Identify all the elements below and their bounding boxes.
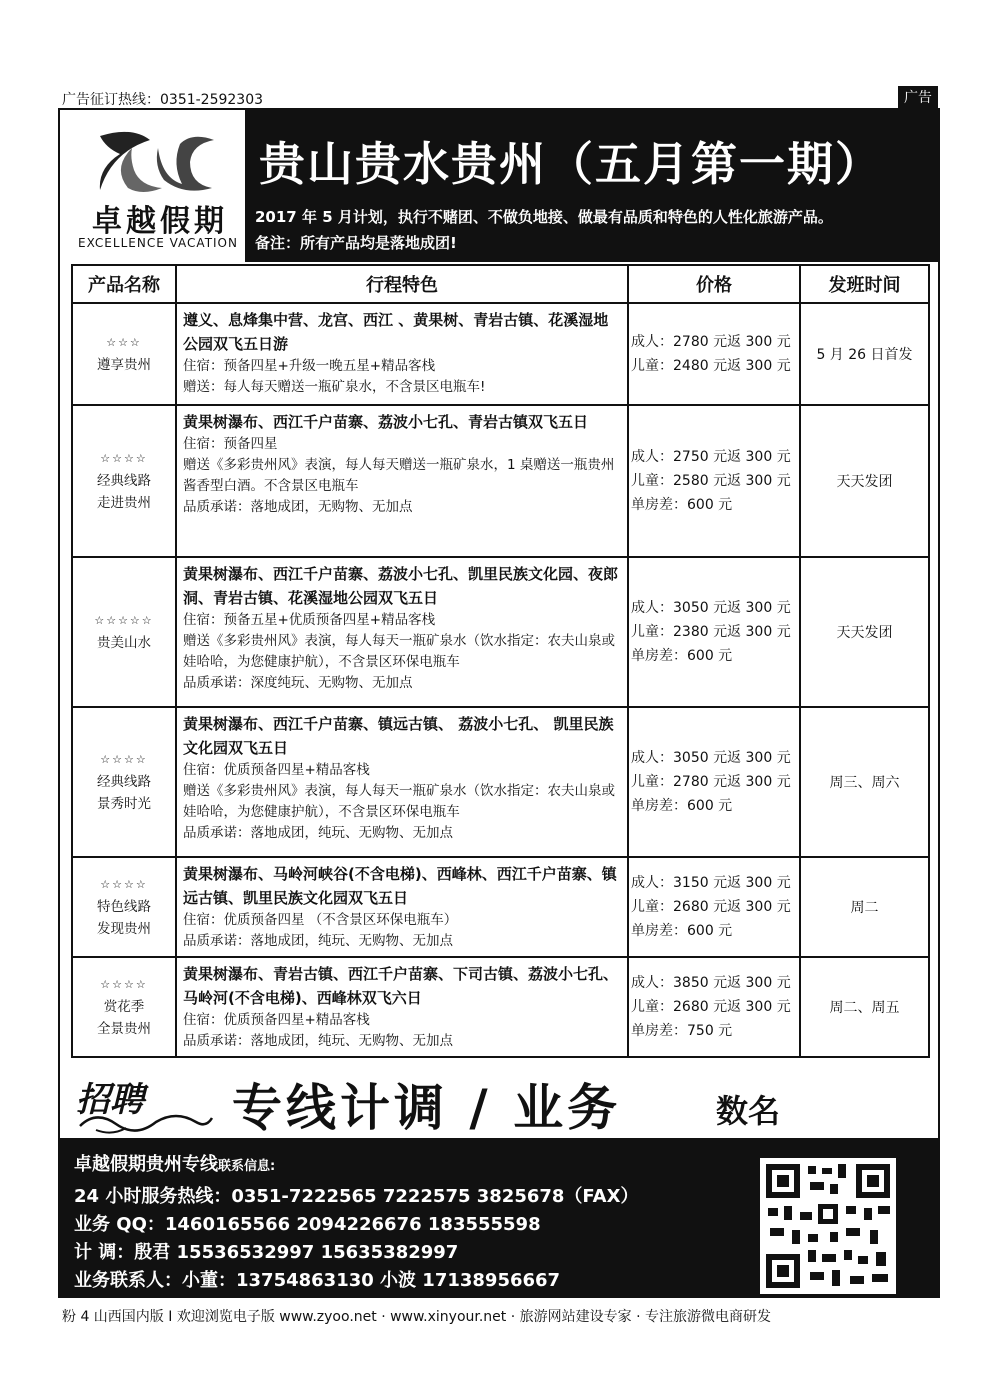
- page-title: 贵山贵水贵州（五月第一期）: [259, 137, 883, 191]
- header-itinerary: 行程特色: [176, 265, 628, 303]
- price-line: 成人：2750 元返 300 元: [631, 449, 791, 465]
- detail: 品质承诺：落地成团，无购物、无加点: [183, 499, 413, 515]
- price-cell: [628, 957, 800, 1057]
- product-subname: 发现贵州: [97, 921, 151, 937]
- contact-panel: [60, 1138, 938, 1296]
- table-row: [72, 957, 929, 1057]
- contact-title-small: 联系信息:: [218, 1159, 276, 1174]
- detail: 品质承诺：落地成团，纯玩、无购物、无加点: [183, 1033, 453, 1049]
- route: 黄果树瀑布、西江千户苗寨、荔波小七孔、青岩古镇双飞五日: [183, 413, 589, 431]
- price-line: 儿童：2680 元返 300 元: [631, 899, 791, 915]
- price-cell: [628, 857, 800, 957]
- detail: 住宿：优质预备四星+精品客栈: [183, 1012, 370, 1028]
- recruit-label: 招聘: [76, 1080, 144, 1120]
- departure-cell: 天天发团: [800, 405, 929, 557]
- contact-sales: 业务联系人：小董：13754863130 小波 17138956667: [74, 1270, 561, 1291]
- contact-title-main: 卓越假期贵州专线: [74, 1154, 218, 1175]
- price-line: 儿童：2380 元返 300 元: [631, 624, 791, 640]
- price-line: 单房差：600 元: [631, 648, 733, 664]
- table-row: [72, 303, 929, 405]
- table-row: [72, 405, 929, 557]
- price-cell: [628, 707, 800, 857]
- contact-hotline: 24 小时服务热线：0351-7222565 7222575 3825678（FAX）: [74, 1186, 639, 1207]
- price-line: 成人：3050 元返 300 元: [631, 600, 791, 616]
- itinerary-cell: [176, 557, 628, 707]
- recruit-positions: 专线计调 / 业务: [232, 1079, 622, 1137]
- ornament-swirl-icon: [76, 1108, 216, 1138]
- detail: 品质承诺：落地成团，纯玩、无购物、无加点: [183, 825, 453, 841]
- contact-title: [74, 1150, 275, 1176]
- header-departure: 发班时间: [800, 265, 929, 303]
- product-name: 赏花季: [103, 999, 145, 1015]
- product-subname: 全景贵州: [97, 1021, 151, 1037]
- price-line: 儿童：2780 元返 300 元: [631, 774, 791, 790]
- header-price: 价格: [628, 265, 800, 303]
- table-row: [72, 707, 929, 857]
- product-name: 贵美山水: [97, 635, 151, 651]
- detail: 赠送：每人每天赠送一瓶矿泉水，不含景区电瓶车!: [183, 379, 486, 395]
- detail: 赠送《多彩贵州风》表演，每人每天一瓶矿泉水（饮水指定：农夫山泉或娃哈哈，为您健康护航），不含景区环保电瓶车: [183, 633, 615, 670]
- table-row: [72, 857, 929, 957]
- header-product-name: 产品名称: [72, 265, 176, 303]
- title-banner: [245, 110, 938, 262]
- product-name: 特色线路: [97, 899, 151, 915]
- departure-cell: 天天发团: [800, 557, 929, 707]
- price-line: 儿童：2580 元返 300 元: [631, 473, 791, 489]
- route: 黄果树瀑布、青岩古镇、西江千户苗寨、下司古镇、荔波小七孔、马岭河(不含电梯)、西峰林双飞六日: [183, 965, 619, 1007]
- banner-subtitle-1: 2017 年 5 月计划，执行不赌团、不做负地接、做最有品质和特色的人性化旅游产品。: [255, 208, 833, 226]
- detail: 住宿：预备四星: [183, 436, 278, 452]
- itinerary-cell: [176, 405, 628, 557]
- ad-tag: 广告: [898, 86, 938, 108]
- star-rating-icon: ☆☆☆: [106, 336, 142, 349]
- detail: 赠送《多彩贵州风》表演，每人每天赠送一瓶矿泉水，1 桌赠送一瓶贵州酱香型白酒。不含景区电瓶车: [183, 457, 615, 494]
- itinerary-cell: [176, 957, 628, 1057]
- product-name-cell: [72, 957, 176, 1057]
- departure-cell: 周三、周六: [800, 707, 929, 857]
- product-name-cell: [72, 707, 176, 857]
- logo-name-en: EXCELLENCE VACATION: [78, 236, 238, 250]
- price-line: 成人：3150 元返 300 元: [631, 875, 791, 891]
- product-subname: 景秀时光: [97, 796, 151, 812]
- price-line: 单房差：600 元: [631, 923, 733, 939]
- itinerary-cell: [176, 857, 628, 957]
- table-row: [72, 557, 929, 707]
- star-rating-icon: ☆☆☆☆☆: [94, 614, 154, 627]
- price-line: 成人：2780 元返 300 元: [631, 334, 791, 350]
- product-name-cell: [72, 557, 176, 707]
- product-name-cell: [72, 303, 176, 405]
- star-rating-icon: ☆☆☆☆: [100, 753, 148, 766]
- contact-planner: 计 调：殷君 15536532997 15635382997: [74, 1242, 459, 1263]
- ad-hotline: 广告征订热线：0351-2592303: [62, 92, 264, 108]
- route: 黄果树瀑布、西江千户苗寨、镇远古镇、 荔波小七孔、 凯里民族文化园双飞五日: [183, 715, 614, 757]
- route: 遵义、息烽集中营、龙宫、西江 、黄果树、青岩古镇、花溪湿地公园双飞五日游: [183, 311, 609, 353]
- detail: 住宿：预备四星+升级一晚五星+精品客栈: [183, 358, 436, 374]
- product-name-cell: [72, 405, 176, 557]
- itinerary-cell: [176, 707, 628, 857]
- price-line: 儿童：2480 元返 300 元: [631, 358, 791, 374]
- table-header-row: [72, 265, 929, 303]
- price-cell: [628, 303, 800, 405]
- star-rating-icon: ☆☆☆☆: [100, 878, 148, 891]
- star-rating-icon: ☆☆☆☆: [100, 452, 148, 465]
- price-cell: [628, 405, 800, 557]
- departure-cell: 5 月 26 日首发: [800, 303, 929, 405]
- price-line: 单房差：600 元: [631, 798, 733, 814]
- banner-subtitle-2: 备注：所有产品均是落地成团!: [255, 234, 457, 252]
- recruit-count: 数名: [716, 1092, 781, 1130]
- product-subname: 走进贵州: [97, 495, 151, 511]
- star-rating-icon: ☆☆☆☆: [100, 978, 148, 991]
- product-name-cell: [72, 857, 176, 957]
- contact-qq: 业务 QQ：1460165566 2094226676 183555598: [74, 1214, 541, 1235]
- detail: 住宿：预备五星+优质预备四星+精品客栈: [183, 612, 436, 628]
- detail: 住宿：优质预备四星+精品客栈: [183, 762, 370, 778]
- itinerary-cell: [176, 303, 628, 405]
- price-line: 儿童：2680 元返 300 元: [631, 999, 791, 1015]
- qr-code-icon: [760, 1158, 896, 1294]
- price-line: 成人：3850 元返 300 元: [631, 975, 791, 991]
- price-line: 成人：3050 元返 300 元: [631, 750, 791, 766]
- product-table: [71, 264, 930, 1058]
- logo-name-cn: 卓越假期: [92, 204, 228, 239]
- detail: 品质承诺：深度纯玩、无购物、无加点: [183, 675, 413, 691]
- price-line: 单房差：750 元: [631, 1023, 733, 1039]
- product-name: 遵享贵州: [97, 357, 151, 373]
- detail: 品质承诺：落地成团，纯玩、无购物、无加点: [183, 933, 453, 949]
- departure-cell: 周二、周五: [800, 957, 929, 1057]
- detail: 赠送《多彩贵州风》表演，每人每天一瓶矿泉水（饮水指定：农夫山泉或娃哈哈，为您健康护航），不含景区环保电瓶车: [183, 783, 615, 820]
- route: 黄果树瀑布、马岭河峡谷(不含电梯)、西峰林、西江千户苗寨、镇远古镇、凯里民族文化园双飞五日: [183, 865, 617, 907]
- price-cell: [628, 557, 800, 707]
- product-name: 经典线路: [97, 774, 151, 790]
- product-name: 经典线路: [97, 473, 151, 489]
- route: 黄果树瀑布、西江千户苗寨、荔波小七孔、凯里民族文化园、夜郎洞、青岩古镇、花溪湿地公园双飞五日: [183, 565, 619, 607]
- price-line: 单房差：600 元: [631, 497, 733, 513]
- departure-cell: 周二: [800, 857, 929, 957]
- page-footer: 粉 4 山西国内版 I 欢迎浏览电子版 www.zyoo.net · www.xinyour.net · 旅游网站建设专家 · 专注旅游微电商研发: [62, 1309, 771, 1325]
- detail: 住宿：优质预备四星 （不含景区环保电瓶车）: [183, 912, 458, 928]
